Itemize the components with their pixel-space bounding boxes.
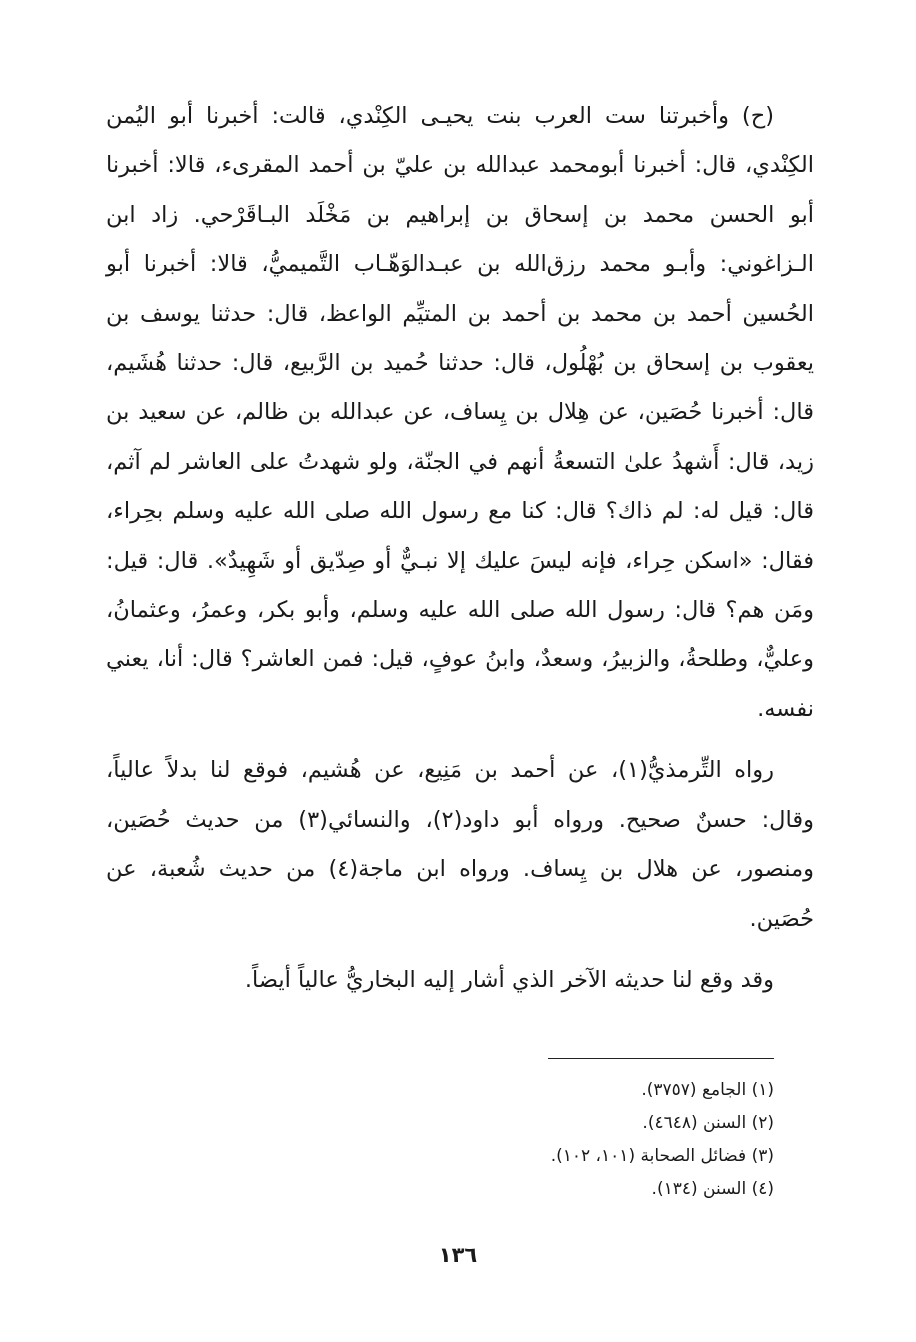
footnote-divider xyxy=(548,1058,774,1059)
main-text xyxy=(106,92,814,1005)
paragraph-narrations: رواه التِّرمذيُّ(١)، عن أحمد بن مَنِيع، عن هُشيم، فوقع لنا بدلاً عالياً، وقال: حسنٌ صحيح. ورواه أبو داود(٢)، والنسائي(٣) من حديث حُصَين، ومنصور، عن هلال بن يِساف. ورواه ابن ماجة(٤) من حديث شُعبة، عن حُصَين. xyxy=(106,757,815,932)
paragraph-hadith-chain: (ح) وأخبرتنا ست العرب بنت يحيـى الكِنْدي، قالت: أخبرنا أبو اليُمن الكِنْدي، قال: أخبرنا أبومحمد عبدالله بن عليّ بن أحمد المقرىء، قالا: أخبرنا أبو الحسن محمد بن إسحاق بن إبراهيم بن مَخْلَد البـاقَرْحي. زاد ابن الـزاغوني: وأبـو محمد رزق‌الله بن عبـدالوَهّـاب التَّميميُّ، قالا: أخبرنا أبو الحُسين أحمد بن محمد بن أحمد بن المتيِّم الواعظ، قال: حدثنا يوسف بن يعقوب بن إسحاق بن بُهْلُول، قال: حدثنا حُميد بن الرَّبيع، قال: حدثنا هُشَيم، قال: أخبرنا حُصَين، عن هِلال بن يِساف، عن عبدالله بن ظالم، عن سعيد بن زيد، قال: أَشهدُ علىٰ التسعةُ أنهم في الجنّة، ولو شهدتُ على العاشر لم آثم، قال: قيل له: لم ذاك؟ قال: كنا مع رسول الله صلى الله عليه وسلم بحِراء، فقال: «اسكن حِراء، فإنه ليسَ عليك إلا نبـيٌّ أو صِدّيق أو شَهِيدٌ». قال: قيل: ومَن هم؟ قال: رسول الله صلى الله عليه وسلم، وأبو بكر، وعمرُ، وعثمانُ، وعليٌّ، وطلحةُ، والزبيرُ، وسعدٌ، وابنُ عوفٍ، قيل: فمن العاشر؟ قال: أنا، يعني نفسه. xyxy=(106,103,814,722)
footnotes xyxy=(300,1074,774,1206)
footnote-item: (٣) فضائل الصحابة (١٠١، ١٠٢). xyxy=(550,1146,774,1166)
footnote-item: (٢) السنن (٤٦٤٨). xyxy=(642,1113,774,1133)
paragraph-closing: وقد وقع لنا حديثه الآخر الذي أشار إليه البخاريُّ عالياً أيضاً. xyxy=(244,966,774,993)
footnote-item: (٤) السنن (١٣٤). xyxy=(651,1179,774,1199)
footnote-item: (١) الجامع (٣٧٥٧). xyxy=(641,1080,774,1100)
page-number: ١٣٦ xyxy=(438,1243,478,1267)
